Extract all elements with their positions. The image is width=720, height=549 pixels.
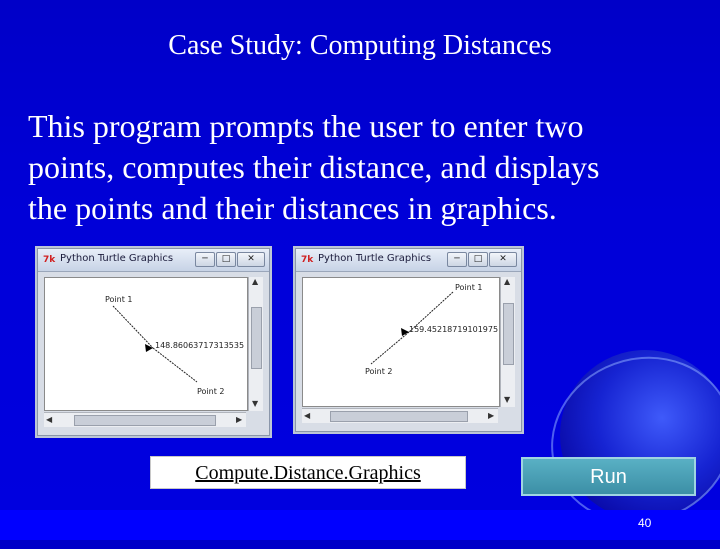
- window-titlebar[interactable]: [38, 249, 269, 272]
- turtle-window-2: [295, 248, 522, 432]
- turtle-window-1: [37, 248, 270, 436]
- turtle-cursor-icon: [145, 344, 153, 352]
- window-title: Python Turtle Graphics: [60, 253, 174, 264]
- footer-bar: [0, 510, 720, 540]
- vertical-scroll-thumb[interactable]: [503, 303, 514, 365]
- program-link[interactable]: Compute.Distance.Graphics: [195, 462, 421, 484]
- vertical-scrollbar[interactable]: [248, 277, 263, 411]
- run-button[interactable]: [521, 457, 696, 496]
- scroll-right-icon[interactable]: ▶: [236, 415, 243, 424]
- page-number: 40: [638, 516, 652, 530]
- minimize-button[interactable]: ─: [447, 252, 467, 267]
- body-line-1: This program prompts the user to enter two: [28, 108, 584, 144]
- vertical-scroll-thumb[interactable]: [251, 307, 262, 369]
- horizontal-scroll-thumb[interactable]: [74, 415, 216, 426]
- window-titlebar[interactable]: [296, 249, 521, 272]
- minimize-button[interactable]: ─: [195, 252, 215, 267]
- distance-drawing: [45, 278, 247, 410]
- scroll-down-icon[interactable]: ▼: [504, 395, 511, 404]
- run-button-label: Run: [590, 466, 627, 488]
- scroll-up-icon[interactable]: ▲: [252, 277, 259, 286]
- horizontal-scroll-thumb[interactable]: [330, 411, 468, 422]
- distance-label: 159.45218719101975: [409, 325, 499, 334]
- distance-label: 148.86063717313535: [155, 341, 245, 350]
- body-line-3: the points and their distances in graphics.: [28, 190, 557, 226]
- scroll-left-icon[interactable]: ◀: [304, 411, 311, 420]
- program-link-box: [150, 456, 466, 489]
- maximize-button[interactable]: □: [468, 252, 488, 267]
- point2-label: Point 2: [197, 387, 225, 396]
- python-turtle-icon: 7k: [301, 255, 314, 265]
- point1-label: Point 1: [105, 295, 133, 304]
- scroll-right-icon[interactable]: ▶: [488, 411, 495, 420]
- point2-label: Point 2: [365, 367, 393, 376]
- close-button[interactable]: ✕: [237, 252, 265, 267]
- python-turtle-icon: 7k: [43, 255, 56, 265]
- distance-drawing: [303, 278, 499, 406]
- maximize-button[interactable]: □: [216, 252, 236, 267]
- horizontal-scrollbar[interactable]: [302, 408, 498, 423]
- window-title: Python Turtle Graphics: [318, 253, 432, 264]
- turtle-canvas: [44, 277, 248, 411]
- slide-body: [28, 106, 708, 229]
- turtle-canvas: [302, 277, 500, 407]
- horizontal-scrollbar[interactable]: [44, 412, 246, 427]
- body-line-2: points, computes their distance, and displays: [28, 149, 600, 185]
- vertical-scrollbar[interactable]: [500, 277, 515, 407]
- slide-title: Case Study: Computing Distances: [168, 30, 552, 61]
- scroll-up-icon[interactable]: ▲: [504, 277, 511, 286]
- close-button[interactable]: ✕: [489, 252, 517, 267]
- scroll-left-icon[interactable]: ◀: [46, 415, 53, 424]
- point1-label: Point 1: [455, 283, 483, 292]
- scroll-down-icon[interactable]: ▼: [252, 399, 259, 408]
